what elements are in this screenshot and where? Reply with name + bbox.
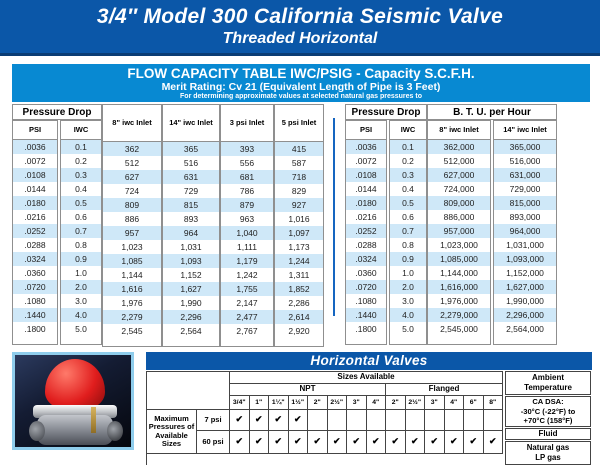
check-cell: ✔ [386,431,406,454]
fluid-value-line: Natural gas [526,443,570,452]
flow-cell: 2,564 [180,326,202,336]
size-header-cell: 8" [484,396,504,410]
flow-cell: 556 [239,158,255,168]
flow-cell: 512,000 [443,156,475,166]
flow-cell: 2,920 [288,326,310,336]
group-header: Pressure Drop [345,104,427,120]
flow-cell: 957,000 [428,224,490,238]
column-header: 8" iwc Inlet [428,121,490,140]
group-header: Pressure Drop [12,104,102,120]
flow-cell: 365 [163,142,219,156]
flow-cell: 1,016 [288,214,310,224]
flow-cell: 2,477 [221,310,273,324]
flow-cell: 0.4 [75,184,87,194]
flow-cell: 1,085 [103,254,161,268]
flow-cell: 0.8 [75,240,87,250]
column-group [12,104,102,347]
empty-check-cell [328,410,348,431]
flow-column [102,104,162,347]
flow-cell: 1,627,000 [494,280,556,294]
check-cell: ✔ [230,410,250,431]
fluid-value-line: LP gas [535,453,561,462]
flow-cell: 1,990 [180,298,202,308]
flow-column [12,120,58,345]
flow-cell: 1,173 [288,242,310,252]
flow-cell: 0.5 [61,196,101,210]
ambient-header-line: Ambient [532,373,564,382]
flow-cell: 512 [124,158,140,168]
flow-cell: 3.0 [402,296,414,306]
flow-cell: 1,242 [236,270,258,280]
flow-cell: 0.4 [402,184,414,194]
column-header: 3 psi Inlet [221,105,273,142]
flow-cell: 631,000 [494,168,556,182]
flow-column [274,104,324,347]
flow-cell: .0108 [13,168,57,182]
column-header: IWC [61,121,101,140]
flow-cell: .0720 [346,280,386,294]
column-header: 14" iwc Inlet [163,105,219,142]
column-header: 5 psi Inlet [275,105,323,142]
size-header-cell: 3" [347,396,367,410]
flow-cell: .0072 [355,156,377,166]
horizontal-valves-table [146,371,592,465]
size-header-cell: 2½" [406,396,426,410]
check-cell: ✔ [289,410,309,431]
flow-cell: 2,545 [121,326,143,336]
ambient-value-line: CA DSA: [532,397,564,407]
flow-table-left [12,104,324,347]
flow-cell: .0144 [24,184,46,194]
flow-cell: 627,000 [428,168,490,182]
flow-cell: 1,976,000 [440,296,478,306]
flow-column [493,120,557,345]
flow-cell: 886,000 [443,212,475,222]
size-header-cell: 1½" [289,396,309,410]
flow-cell: 1.0 [75,268,87,278]
empty-check-cell [464,410,484,431]
flow-cell: .1440 [13,308,57,322]
flow-cell: .0108 [346,168,386,182]
check-cell: ✔ [484,431,504,454]
flow-cell: 393 [221,142,273,156]
flow-tables [12,104,590,347]
ambient-temperature-header [505,371,591,395]
flow-cell: 1,616 [103,282,161,296]
flow-cell: 1,031 [180,242,202,252]
flow-cell: 1.0 [402,268,414,278]
check-cell: ✔ [269,431,289,454]
flow-cell: 963 [239,214,255,224]
size-header-cell: 6" [464,396,484,410]
check-cell: ✔ [445,431,465,454]
check-cell: ✔ [230,431,250,454]
flow-cell: .0720 [13,280,57,294]
empty-corner-cell [147,372,230,410]
size-header-cell: 2½" [328,396,348,410]
flow-cell: 516 [183,158,199,168]
flow-cell: 4.0 [61,308,101,322]
flow-cell: 1,627 [163,282,219,296]
flow-cell: 809 [103,198,161,212]
flow-table-title: FLOW CAPACITY TABLE IWC/PSIG - Capacity S.C.F.H. [127,66,475,81]
flow-capacity-section [12,64,590,347]
flow-cell: 2,767 [236,326,258,336]
flow-cell: 2,147 [236,298,258,308]
flow-cell: 1,144,000 [440,268,478,278]
flow-cell: 1,093 [163,254,219,268]
flow-cell: 0.5 [390,196,426,210]
flow-cell: 0.3 [390,168,426,182]
empty-check-cell [347,410,367,431]
column-group [427,104,557,345]
flow-cell: 2,296,000 [494,308,556,322]
flow-cell: 0.7 [390,224,426,238]
size-header-cell: 4" [445,396,465,410]
column-header: IWC [390,121,426,140]
flow-cell: .0144 [355,184,377,194]
size-header-cell: 2" [308,396,328,410]
empty-check-cell [445,410,465,431]
flow-cell: 718 [275,170,323,184]
flow-cell: 2,545,000 [440,324,478,334]
flow-cell: 0.9 [390,252,426,266]
flow-column [162,104,220,347]
flow-cell: 729,000 [509,184,541,194]
flow-cell: .0216 [24,212,46,222]
flow-cell: .0180 [13,196,57,210]
page-title-sub: Threaded Horizontal [222,30,378,47]
fluid-header: Fluid [505,428,591,440]
flow-cell: 0.7 [61,224,101,238]
ambient-value-line: +70°C (158°F) [523,416,573,426]
flow-cell: 2.0 [390,280,426,294]
ambient-temperature-value [505,396,591,427]
group-header: B. T. U. per Hour [427,104,557,120]
flow-cell: 964 [163,226,219,240]
flow-cell: 2,614 [275,310,323,324]
flow-cell: 957 [103,226,161,240]
check-cell: ✔ [347,431,367,454]
size-header-cell: 4" [367,396,387,410]
flow-cell: 0.9 [61,252,101,266]
flow-cell: 0.2 [75,156,87,166]
flow-cell: 0.8 [402,240,414,250]
flow-cell: 1,616,000 [428,280,490,294]
valve-port-right [107,421,123,441]
flow-cell: .0288 [355,240,377,250]
check-cell: ✔ [367,431,387,454]
flow-cell: 815,000 [494,196,556,210]
flow-cell: 365,000 [494,140,556,154]
flow-cell: 1,852 [275,282,323,296]
pressure-row-label-60psi: 60 psi [197,431,230,454]
flow-cell: 1,244 [275,254,323,268]
flow-cell: 1,093,000 [494,252,556,266]
column-header: PSI [346,121,386,140]
flow-cell: 415 [275,142,323,156]
flanged-header: Flanged [386,384,503,396]
pressure-row-label-7psi: 7 psi [197,410,230,431]
flow-cell: .1080 [24,296,46,306]
size-header-cell: 1" [250,396,270,410]
flow-cell: .0324 [346,252,386,266]
size-header-cell: 2" [386,396,406,410]
check-cell: ✔ [406,431,426,454]
flow-cell: 886 [124,214,140,224]
bottom-section [10,352,592,462]
flow-cell: .1080 [355,296,377,306]
valve-port-left [29,421,45,441]
flow-cell: 829 [291,186,307,196]
flow-cell: .1800 [355,324,377,334]
sizes-grid [146,371,503,465]
valve-rod [91,407,96,433]
column-header: 14" iwc Inlet [494,121,556,140]
flow-cell: 587 [291,158,307,168]
flow-cell: 0.3 [61,168,101,182]
flow-cell: 5.0 [75,324,87,334]
flow-cell: .1800 [24,324,46,334]
flow-cell: 681 [221,170,273,184]
column-header: PSI [13,121,57,140]
empty-check-cell [308,410,328,431]
empty-check-cell [367,410,387,431]
flow-cell: 2,279,000 [428,308,490,322]
flow-cell: 1,152 [180,270,202,280]
npt-header: NPT [230,384,386,396]
flow-cell: 0.2 [402,156,414,166]
check-cell: ✔ [289,431,309,454]
flow-cell: 1,311 [288,270,310,280]
flow-cell: .0216 [355,212,377,222]
flow-cell: 631 [163,170,219,184]
flow-cell: 893 [183,214,199,224]
flow-cell: .0360 [355,268,377,278]
ambient-value-line: -30°C (-22°F) to [520,406,576,416]
flow-cell: 0.6 [402,212,414,222]
check-cell: ✔ [328,431,348,454]
flow-cell: .0036 [13,140,57,154]
flow-cell: .1440 [346,308,386,322]
flow-column [427,120,491,345]
table-divider [327,104,342,337]
flow-cell: 2.0 [61,280,101,294]
flow-cell: 1,144 [121,270,143,280]
empty-check-cell [484,410,504,431]
flow-cell: 1,040 [221,226,273,240]
column-header: 8" iwc Inlet [103,105,161,142]
group-columns [345,120,427,345]
flow-cell: 815 [163,198,219,212]
flow-cell: 516,000 [509,156,541,166]
flow-cell: .0288 [24,240,46,250]
valve-body [37,415,113,445]
flow-cell: 362 [103,142,161,156]
horizontal-valves-section [146,352,592,465]
flow-cell: 1,755 [221,282,273,296]
check-cell: ✔ [425,431,445,454]
flow-cell: 0.1 [61,140,101,154]
flow-cell: .0036 [346,140,386,154]
size-header-cell: 1¼" [269,396,289,410]
ambient-column [505,371,591,465]
empty-check-cell [425,410,445,431]
flow-cell: 893,000 [509,212,541,222]
check-cell: ✔ [308,431,328,454]
flow-table-header [12,64,590,102]
flow-column [60,120,102,345]
flow-column [389,120,427,345]
check-cell: ✔ [250,431,270,454]
flow-cell: 5.0 [402,324,414,334]
group-columns [12,120,102,345]
check-cell: ✔ [250,410,270,431]
flow-column [220,104,274,347]
check-cell: ✔ [464,431,484,454]
flow-table-subtitle: Merit Rating: Cv 21 (Equivalent Length of Pipe is 3 Feet) [161,81,441,93]
flow-cell: 1,990,000 [506,296,544,306]
flow-cell: .0252 [346,224,386,238]
flow-cell: 627 [103,170,161,184]
page-title [0,0,600,56]
flow-cell: .0072 [24,156,46,166]
flow-cell: 1,023,000 [440,240,478,250]
flow-cell: 786 [239,186,255,196]
size-header-cell: 3" [425,396,445,410]
flow-cell: 1,031,000 [506,240,544,250]
flow-cell: 1,152,000 [506,268,544,278]
column-group [345,104,427,345]
empty-check-cell [386,410,406,431]
flow-cell: 362,000 [428,140,490,154]
group-columns [427,120,557,345]
flow-cell: 3.0 [75,296,87,306]
flow-cell: 1,097 [275,226,323,240]
flow-cell: 2,279 [103,310,161,324]
flow-cell: 1,179 [221,254,273,268]
horizontal-valves-title: Horizontal Valves [146,352,592,370]
flow-table-note: For determining approximate values at selected natural gas pressures to [180,93,422,100]
flow-cell: 2,296 [163,310,219,324]
flow-cell: 724,000 [443,184,475,194]
flow-cell: 2,564,000 [506,324,544,334]
flow-cell: 1,111 [236,242,257,252]
flow-cell: .0324 [13,252,57,266]
flow-cell: 1,023 [121,242,143,252]
flow-cell: .0252 [13,224,57,238]
flow-column [345,120,387,345]
flow-cell: 0.6 [75,212,87,222]
check-cell: ✔ [269,410,289,431]
valve-red-dome [45,359,105,411]
page-title-main: 3/4″ Model 300 California Seismic Valve [96,5,504,28]
flow-cell: 2,286 [288,298,310,308]
empty-check-cell [406,410,426,431]
flow-cell: .0180 [346,196,386,210]
flow-cell: .0360 [24,268,46,278]
ambient-header-line: Temperature [524,383,572,392]
flow-cell: 724 [124,186,140,196]
flow-table-right [345,104,557,345]
valve-photo [12,352,134,450]
flow-cell: 927 [275,198,323,212]
size-header-cell: 3/4" [230,396,250,410]
flow-cell: 1,976 [121,298,143,308]
flow-cell: 729 [183,186,199,196]
fluid-value [505,441,591,465]
flow-cell: 964,000 [494,224,556,238]
flow-cell: 879 [221,198,273,212]
flow-cell: 1,085,000 [428,252,490,266]
flow-cell: 809,000 [428,196,490,210]
max-pressures-label: Maximum Pressures of Available Sizes [147,410,197,454]
sizes-available-header: Sizes Available [230,372,503,384]
flow-cell: 0.1 [390,140,426,154]
flow-cell: 4.0 [390,308,426,322]
